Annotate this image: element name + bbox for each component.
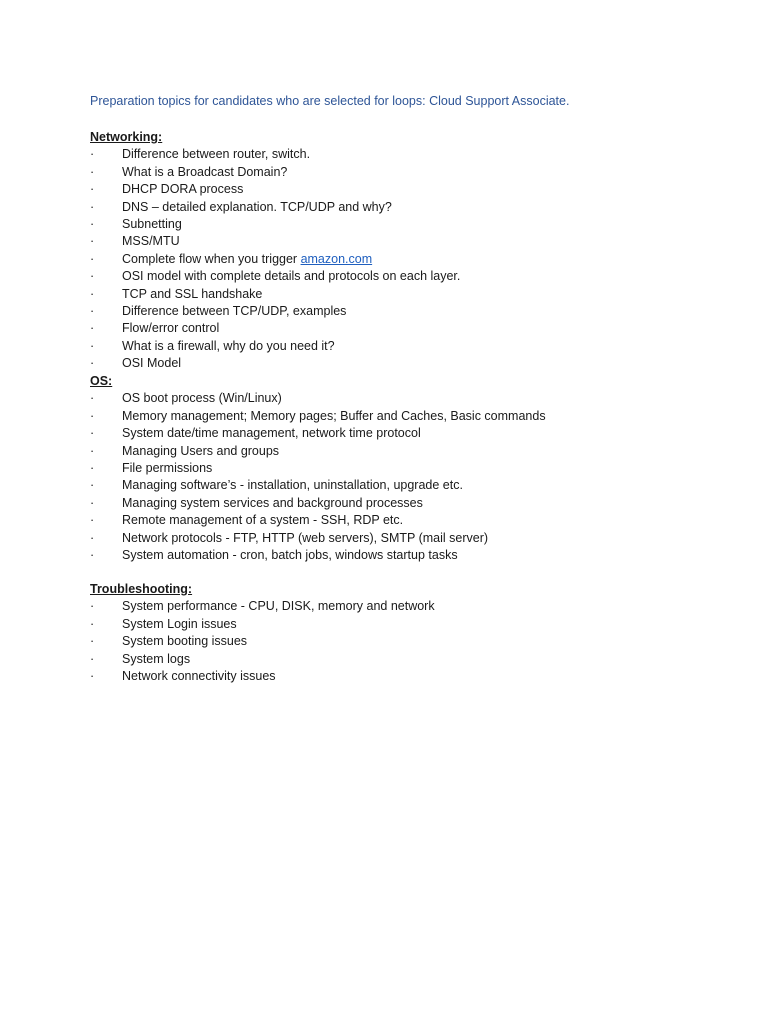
bullet-icon: · — [90, 304, 95, 319]
list-item — [90, 460, 710, 477]
list-item — [90, 216, 710, 233]
list-item — [90, 338, 710, 355]
list-item-text: DNS – detailed explanation. TCP/UDP and why? — [122, 199, 392, 214]
bullet-icon: · — [90, 513, 95, 528]
list-item — [90, 320, 710, 337]
hyperlink[interactable]: amazon.com — [300, 251, 373, 266]
list-item-text: Subnetting — [122, 217, 182, 232]
list-item — [90, 633, 710, 650]
list-item-text: File permissions — [122, 461, 213, 476]
list-item-text: System logs — [122, 651, 191, 666]
section-troubleshooting — [90, 581, 710, 685]
bullet-icon: · — [90, 182, 95, 197]
bullet-icon: · — [90, 269, 95, 284]
bullet-icon: · — [90, 356, 95, 371]
list-item-text: Complete flow when you trigger — [122, 251, 301, 266]
list-item — [90, 598, 710, 615]
list-item — [90, 181, 710, 198]
intro-text: Preparation topics for candidates who are selected for loops: Cloud Support Associate. — [90, 94, 570, 108]
list-item — [90, 251, 710, 268]
list-item-text: Difference between router, switch. — [122, 147, 311, 162]
bullet-icon: · — [90, 251, 95, 266]
bullet-icon: · — [90, 443, 95, 458]
bullet-icon: · — [90, 548, 95, 563]
list-item-text: System Login issues — [122, 616, 237, 631]
list-item — [90, 668, 710, 685]
bullet-icon: · — [90, 461, 95, 476]
bullet-icon: · — [90, 147, 95, 162]
list-item — [90, 477, 710, 494]
list-item-text: Network protocols - FTP, HTTP (web servers), SMTP (mail server) — [122, 530, 489, 545]
list-item-text: Memory management; Memory pages; Buffer and Caches, Basic commands — [122, 408, 546, 423]
bullet-icon: · — [90, 634, 95, 649]
list-item — [90, 408, 710, 425]
list-item-text: What is a Broadcast Domain? — [122, 164, 288, 179]
list-item — [90, 651, 710, 668]
section-os — [90, 373, 710, 564]
bullet-icon: · — [90, 495, 95, 510]
list-item — [90, 425, 710, 442]
bullet-icon: · — [90, 478, 95, 493]
list-item-text: DHCP DORA process — [122, 182, 244, 197]
list-item-text: Managing software’s - installation, uninstallation, upgrade etc. — [122, 478, 463, 493]
list-item — [90, 443, 710, 460]
list-item — [90, 355, 710, 372]
bullet-icon: · — [90, 391, 95, 406]
list-item-text: Difference between TCP/UDP, examples — [122, 304, 347, 319]
list-item-text: Network connectivity issues — [122, 669, 276, 684]
list-item — [90, 199, 710, 216]
bullet-icon: · — [90, 234, 95, 249]
list-item-text: System booting issues — [122, 634, 248, 649]
bullet-icon: · — [90, 321, 95, 336]
bullet-icon: · — [90, 616, 95, 631]
list-item — [90, 146, 710, 163]
bullet-icon: · — [90, 530, 95, 545]
bullet-icon: · — [90, 408, 95, 423]
bullet-list — [90, 598, 710, 685]
list-item — [90, 303, 710, 320]
list-item-text: OS boot process (Win/Linux) — [122, 391, 282, 406]
section-heading: Networking: — [90, 130, 163, 144]
list-item — [90, 547, 710, 564]
bullet-icon: · — [90, 669, 95, 684]
list-item-text: OSI model with complete details and protocols on each layer. — [122, 269, 461, 284]
list-item — [90, 164, 710, 181]
list-item-text: Flow/error control — [122, 321, 220, 336]
list-item — [90, 495, 710, 512]
list-item-text: MSS/MTU — [122, 234, 180, 249]
bullet-list — [90, 146, 710, 372]
list-item-text: Managing system services and background processes — [122, 495, 423, 510]
bullet-icon: · — [90, 164, 95, 179]
list-item-text: System automation - cron, batch jobs, windows startup tasks — [122, 548, 458, 563]
bullet-icon: · — [90, 426, 95, 441]
list-item — [90, 233, 710, 250]
bullet-icon: · — [90, 599, 95, 614]
bullet-icon: · — [90, 217, 95, 232]
bullet-list — [90, 390, 710, 564]
list-item — [90, 616, 710, 633]
bullet-icon: · — [90, 199, 95, 214]
section-heading: Troubleshooting: — [90, 582, 193, 596]
list-item-text: OSI Model — [122, 356, 182, 371]
list-item-text: TCP and SSL handshake — [122, 286, 263, 301]
list-item-text: Managing Users and groups — [122, 443, 280, 458]
list-item — [90, 530, 710, 547]
list-item-text: System date/time management, network time protocol — [122, 426, 421, 441]
list-item-text: System performance - CPU, DISK, memory and network — [122, 599, 435, 614]
list-item-text: What is a firewall, why do you need it? — [122, 338, 335, 353]
bullet-icon: · — [90, 338, 95, 353]
section-heading: OS: — [90, 374, 113, 388]
section-networking — [90, 129, 710, 373]
bullet-icon: · — [90, 286, 95, 301]
bullet-icon: · — [90, 651, 95, 666]
list-item — [90, 286, 710, 303]
list-item-text: Remote management of a system - SSH, RDP etc. — [122, 513, 404, 528]
list-item — [90, 512, 710, 529]
list-item — [90, 268, 710, 285]
list-item — [90, 390, 710, 407]
